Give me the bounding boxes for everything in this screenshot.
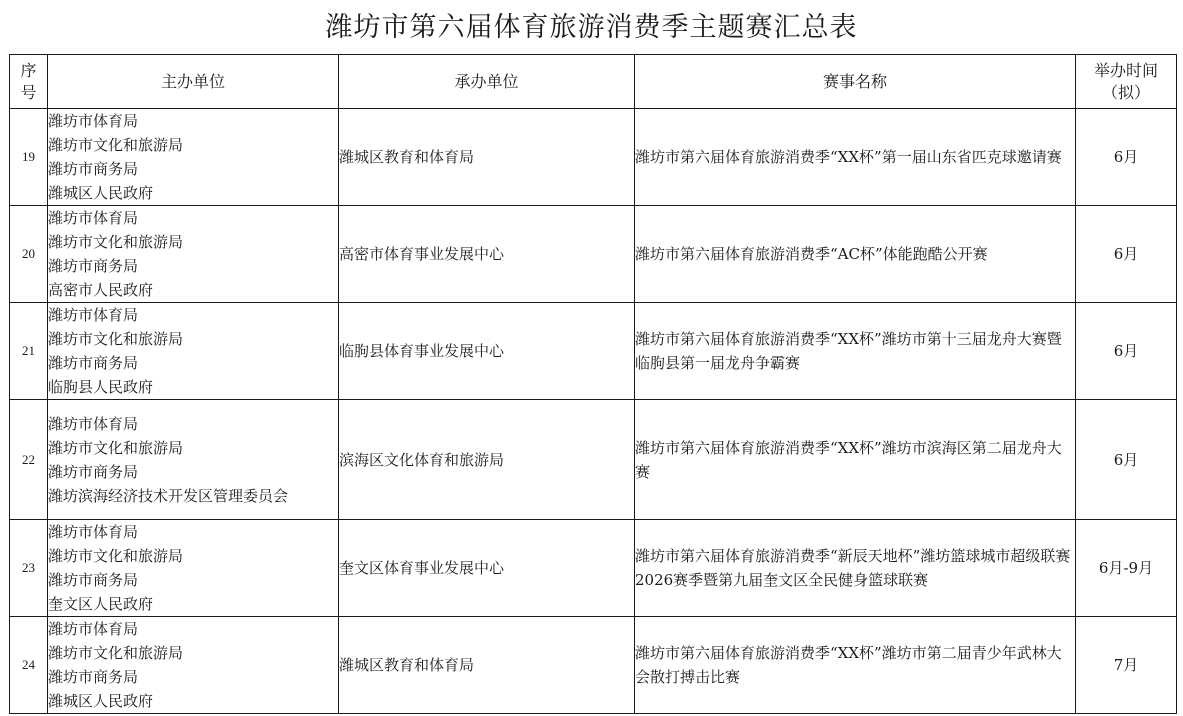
host-unit: 潍坊市文化和旅游局 [48, 438, 184, 457]
host-unit: 潍坊市商务局 [48, 257, 139, 275]
host-unit: 潍坊市体育局 [48, 414, 139, 433]
row-number: 24 [10, 617, 48, 714]
host-unit: 潍坊市商务局 [48, 462, 139, 481]
host-unit: 潍城区人民政府 [48, 184, 154, 202]
host-unit: 潍坊滨海经济技术开发区管理委员会 [48, 486, 289, 505]
header-number-line1: 序 [20, 60, 37, 80]
host-units [48, 109, 339, 206]
host-unit: 潍坊市文化和旅游局 [48, 136, 184, 154]
event-name: 潍坊市第六届体育旅游消费季“AC杯”体能跑酷公开赛 [635, 206, 1076, 303]
row-number: 20 [10, 206, 48, 303]
host-unit: 高密市人民政府 [48, 281, 154, 299]
host-unit: 潍坊市商务局 [48, 160, 139, 178]
host-unit: 潍坊市商务局 [48, 354, 139, 372]
host-unit: 潍坊市文化和旅游局 [48, 330, 184, 348]
event-name: 潍坊市第六届体育旅游消费季“XX杯”潍坊市第十三届龙舟大赛暨临朐县第一届龙舟争霸赛 [635, 303, 1076, 400]
table-row [10, 520, 1177, 617]
organizer-unit: 临朐县体育事业发展中心 [339, 303, 635, 400]
host-unit: 潍坊市体育局 [48, 209, 139, 227]
table-header-row [10, 55, 1177, 109]
host-unit: 潍坊市体育局 [48, 523, 139, 541]
event-time: 6月-9月 [1076, 520, 1177, 617]
host-unit: 潍坊市商务局 [48, 668, 139, 686]
row-number: 21 [10, 303, 48, 400]
table-row [10, 400, 1177, 520]
event-name: 潍坊市第六届体育旅游消费季“XX杯”第一届山东省匹克球邀请赛 [635, 109, 1076, 206]
organizer-unit: 潍城区教育和体育局 [339, 109, 635, 206]
event-time: 6月 [1076, 206, 1177, 303]
table-row [10, 303, 1177, 400]
event-time: 6月 [1076, 109, 1177, 206]
header-number-line2: 号 [20, 82, 37, 102]
host-units [48, 400, 339, 520]
event-time: 6月 [1076, 400, 1177, 520]
host-unit: 潍城区人民政府 [48, 692, 154, 710]
row-number: 23 [10, 520, 48, 617]
host-units [48, 520, 339, 617]
row-number: 19 [10, 109, 48, 206]
table-row [10, 617, 1177, 714]
host-unit: 潍坊市体育局 [48, 620, 139, 638]
row-number: 22 [10, 400, 48, 520]
document-title: 潍坊市第六届体育旅游消费季主题赛汇总表 [325, 12, 858, 43]
header-host: 主办单位 [48, 55, 339, 109]
host-units [48, 617, 339, 714]
host-unit: 潍坊市文化和旅游局 [48, 547, 184, 565]
host-unit: 潍坊市体育局 [48, 112, 139, 130]
header-time-line1: 举办时间 [1093, 60, 1158, 80]
header-organizer: 承办单位 [339, 55, 635, 109]
event-name: 潍坊市第六届体育旅游消费季“XX杯”潍坊市滨海区第二届龙舟大赛 [635, 400, 1076, 520]
header-event: 赛事名称 [635, 55, 1076, 109]
header-number [10, 55, 48, 109]
table-row [10, 109, 1177, 206]
event-name: 潍坊市第六届体育旅游消费季“新辰天地杯”潍坊篮球城市超级联赛2026赛季暨第九届奎文区全民健身篮球联赛 [635, 520, 1076, 617]
host-unit: 潍坊市文化和旅游局 [48, 644, 184, 662]
host-unit: 潍坊市文化和旅游局 [48, 233, 184, 251]
event-time: 6月 [1076, 303, 1177, 400]
host-unit: 临朐县人民政府 [48, 378, 154, 396]
host-units [48, 206, 339, 303]
header-time [1076, 55, 1177, 109]
table-row [10, 206, 1177, 303]
organizer-unit: 高密市体育事业发展中心 [339, 206, 635, 303]
host-unit: 潍坊市体育局 [48, 306, 139, 324]
host-unit: 奎文区人民政府 [48, 595, 154, 613]
host-units [48, 303, 339, 400]
event-name: 潍坊市第六届体育旅游消费季“XX杯”潍坊市第二届青少年武林大会散打搏击比赛 [635, 617, 1076, 714]
host-unit: 潍坊市商务局 [48, 571, 139, 589]
organizer-unit: 奎文区体育事业发展中心 [339, 520, 635, 617]
organizer-unit: 潍城区教育和体育局 [339, 617, 635, 714]
organizer-unit: 滨海区文化体育和旅游局 [339, 400, 635, 520]
events-summary-table [9, 54, 1177, 714]
header-time-line2: （拟） [1101, 82, 1150, 102]
event-time: 7月 [1076, 617, 1177, 714]
